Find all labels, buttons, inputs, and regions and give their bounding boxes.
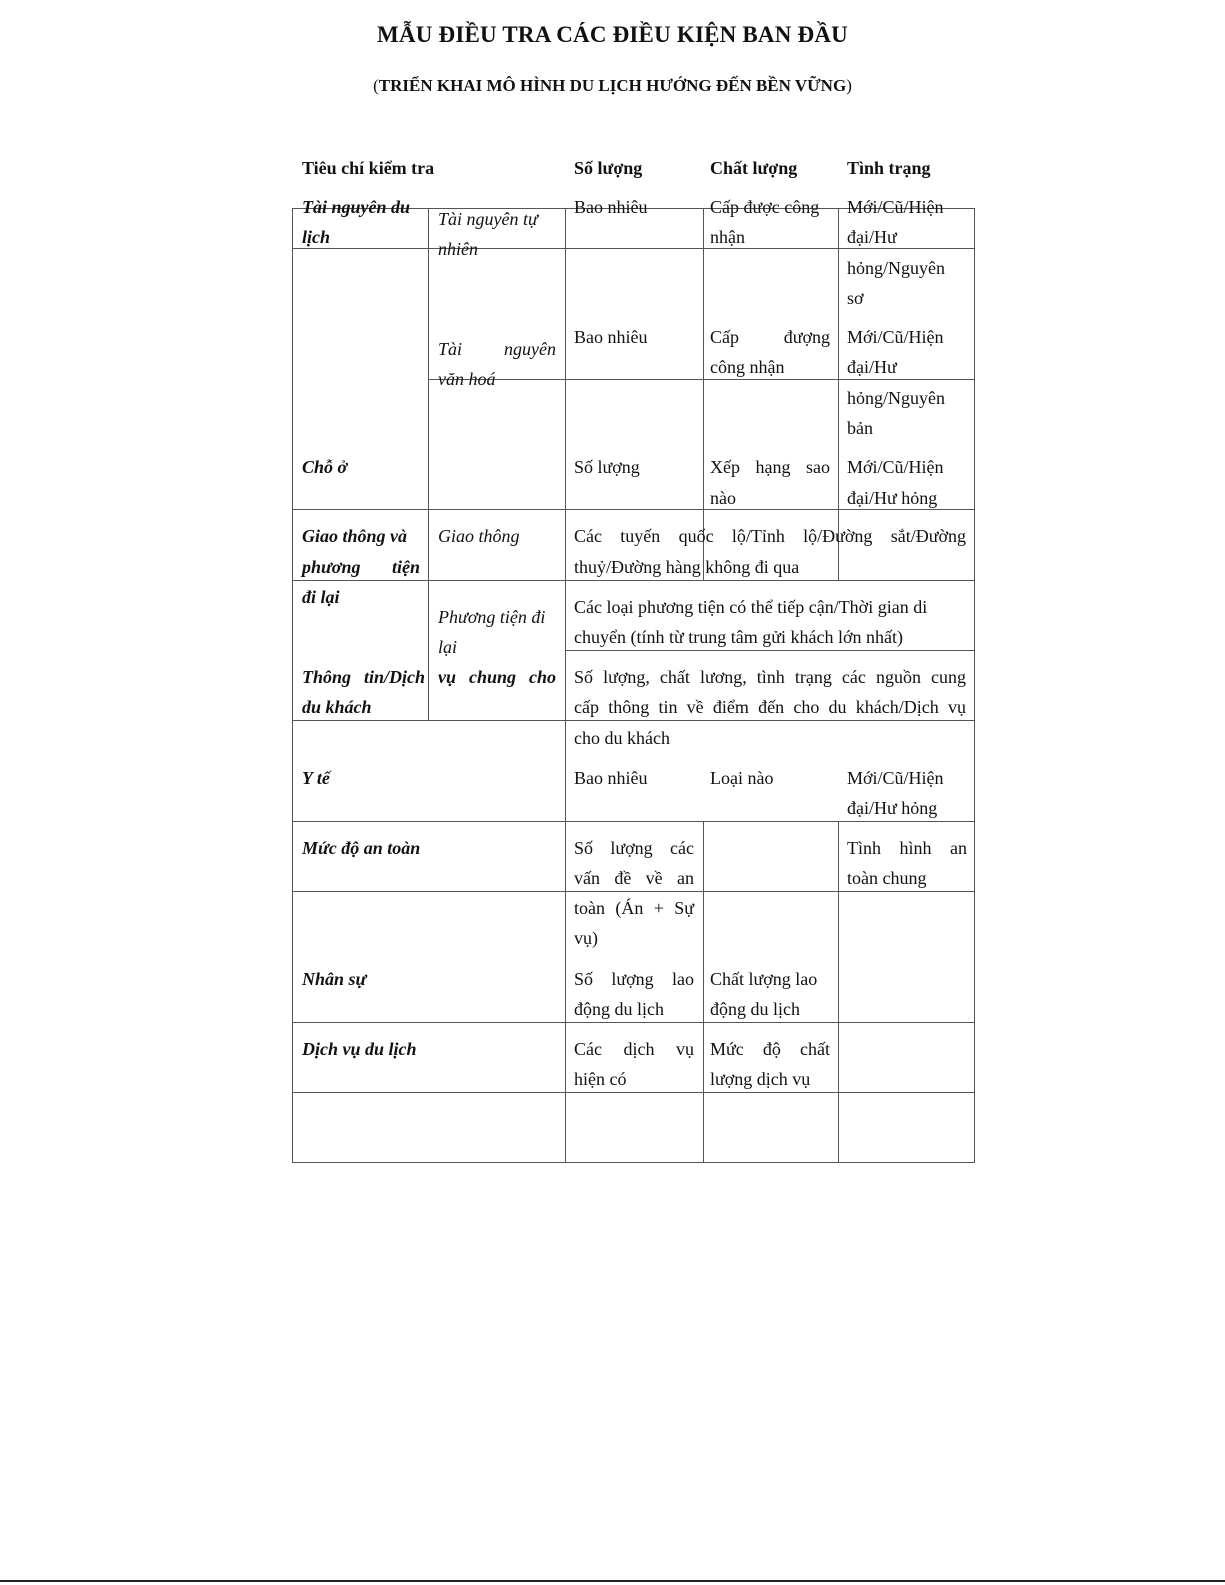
- tourism-resources-label: Tài nguyên du: [302, 197, 411, 217]
- traffic-description: Các tuyến quốc lộ/Tỉnh lộ/Đường sắt/Đường: [574, 526, 966, 546]
- subtitle-text: TRIỂN KHAI MÔ HÌNH DU LỊCH HƯỚNG ĐẾN BỀN VỮNG: [378, 76, 847, 95]
- natural-resources-label: nhiên: [438, 239, 478, 259]
- natural-quality: Cấp được công: [710, 197, 820, 217]
- personnel-quality: động du lịch: [710, 999, 800, 1019]
- health-quality: Loại nào: [710, 768, 774, 788]
- safety-quantity: vụ): [574, 928, 598, 948]
- tourism-resources-label: lịch: [302, 227, 331, 247]
- header-quality: Chất lượng: [710, 158, 798, 178]
- transport-label: phương tiện: [302, 557, 420, 577]
- transport-label: đi lại: [302, 587, 340, 607]
- page-title: MẪU ĐIỀU TRA CÁC ĐIỀU KIỆN BAN ĐẦU: [377, 22, 848, 47]
- accommodation-quality: Xếp hạng sao: [710, 457, 830, 477]
- cultural-word-1: Tài: [438, 339, 463, 359]
- safety-quantity: Số lượng các: [574, 838, 694, 858]
- info-services-description: cấp thông tin về điểm đến cho du khách/Dịch vụ: [574, 697, 966, 717]
- accommodation-status: đại/Hư hỏng: [847, 488, 938, 508]
- safety-status: Tình hình an: [847, 838, 967, 858]
- cultural-quality: công nhận: [710, 357, 785, 377]
- info-services-label: du khách: [302, 697, 372, 717]
- table-hline: [292, 1092, 975, 1093]
- accommodation-quantity: Số lượng: [574, 457, 640, 477]
- cultural-status: đại/Hư: [847, 357, 897, 377]
- subtitle-close-paren: ): [846, 76, 852, 95]
- vehicle-description: Các loại phương tiện có thể tiếp cận/Thời gian di: [574, 597, 928, 617]
- header-criteria: Tiêu chí kiểm tra: [302, 158, 435, 178]
- info-services-label: Thông tin/Dịch vụ chung cho: [302, 667, 556, 687]
- natural-status: hỏng/Nguyên: [847, 258, 945, 278]
- header-quantity: Số lượng: [574, 158, 643, 178]
- accommodation-status: Mới/Cũ/Hiện: [847, 457, 944, 477]
- tourism-services-label: Dịch vụ du lịch: [302, 1039, 417, 1059]
- safety-label: Mức độ an toàn: [302, 838, 421, 858]
- page-subtitle: [0, 76, 1225, 96]
- info-services-description: Số lượng, chất lương, tình trạng các nguồn cung: [574, 667, 966, 687]
- tourism-services-quantity: hiện có: [574, 1069, 627, 1089]
- table-vline: [974, 208, 975, 1163]
- vehicle-label: Phương tiện đi: [438, 607, 546, 627]
- natural-status: đại/Hư: [847, 227, 897, 247]
- table-vline: [428, 208, 429, 720]
- cultural-status: hỏng/Nguyên: [847, 388, 945, 408]
- vehicle-label: lại: [438, 637, 458, 657]
- subtitle-open-paren: (: [373, 76, 379, 95]
- table-vline: [703, 821, 704, 1163]
- safety-quantity: toàn (Án + Sự: [574, 898, 694, 918]
- safety-quantity: vấn đề về an: [574, 868, 694, 888]
- health-quantity: Bao nhiêu: [574, 768, 648, 788]
- tourism-services-quality: lượng dịch vụ: [710, 1069, 811, 1089]
- header-status: Tình trạng: [847, 158, 931, 178]
- cultural-status: Mới/Cũ/Hiện: [847, 327, 944, 347]
- cultural-quality: Cấp đượng: [710, 327, 830, 347]
- personnel-quality: Chất lượng lao: [710, 969, 818, 989]
- page-bottom-rule: [0, 1580, 1225, 1582]
- table-hline: [292, 1162, 975, 1163]
- info-services-description: cho du khách: [574, 728, 670, 748]
- accommodation-quality: nào: [710, 488, 736, 508]
- tourism-services-quantity: Các dịch vụ: [574, 1039, 694, 1059]
- safety-status: toàn chung: [847, 868, 927, 888]
- cultural-resources-label: [438, 334, 556, 364]
- tourism-services-quality: Mức độ chất: [710, 1039, 830, 1059]
- natural-status: Mới/Cũ/Hiện: [847, 197, 944, 217]
- cultural-quantity: Bao nhiêu: [574, 327, 648, 347]
- cultural-status: bản: [847, 418, 873, 438]
- personnel-quantity: Số lượng lao: [574, 969, 694, 989]
- table-vline: [292, 208, 293, 1163]
- personnel-quantity: động du lịch: [574, 999, 664, 1019]
- table-vline: [565, 208, 566, 1163]
- transport-label: Giao thông và: [302, 526, 408, 546]
- health-label: Y tế: [302, 768, 330, 788]
- traffic-label: Giao thông: [438, 526, 520, 546]
- personnel-label: Nhân sự: [302, 969, 367, 989]
- health-status: Mới/Cũ/Hiện: [847, 768, 944, 788]
- natural-quality: nhận: [710, 227, 745, 247]
- health-status: đại/Hư hỏng: [847, 798, 938, 818]
- accommodation-label: Chỗ ở: [302, 457, 348, 477]
- traffic-description: thuỷ/Đường hàng không đi qua: [574, 557, 800, 577]
- natural-status: sơ: [847, 288, 864, 308]
- table-vline: [838, 821, 839, 1163]
- natural-quantity: Bao nhiêu: [574, 197, 648, 217]
- cultural-resources-label: văn hoá: [438, 369, 496, 389]
- cultural-word-2: nguyên: [504, 339, 556, 359]
- natural-resources-label: Tài nguyên tự: [438, 209, 538, 229]
- vehicle-description: chuyển (tính từ trung tâm gửi khách lớn nhất): [574, 627, 903, 647]
